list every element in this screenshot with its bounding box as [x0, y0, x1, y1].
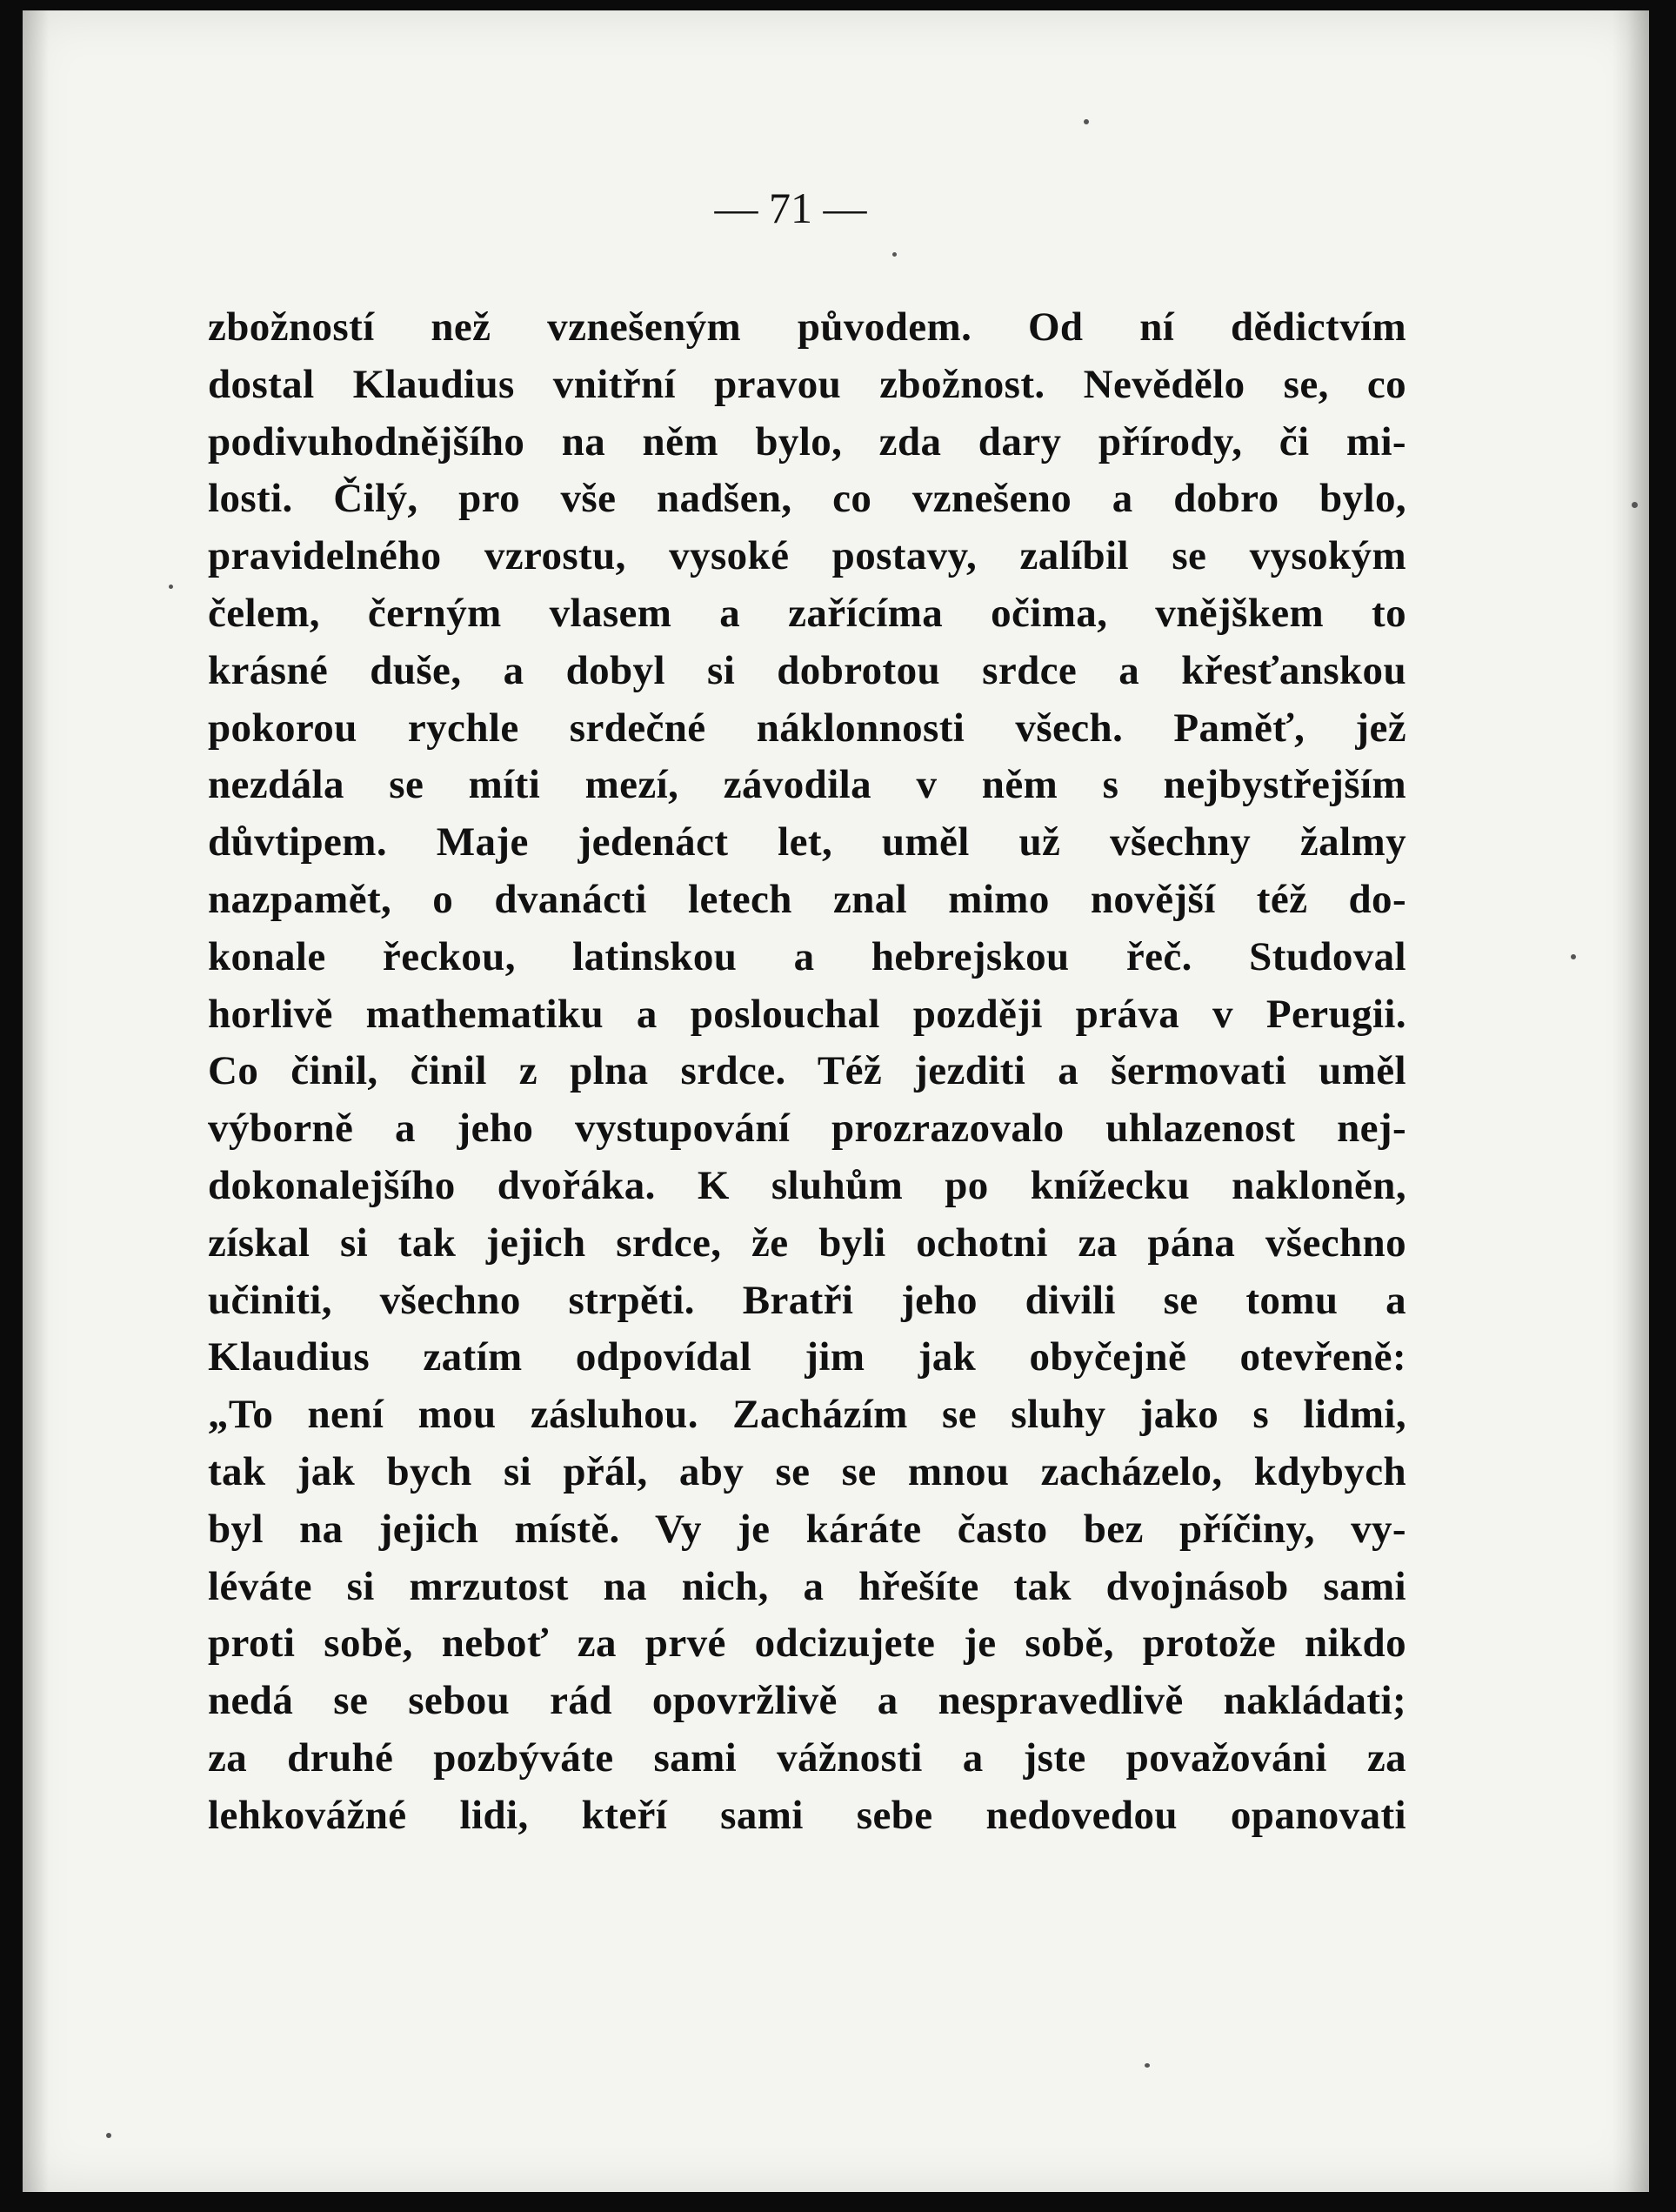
text-line: nazpamět, o dvanácti letech znal mimo novější též do- — [208, 876, 1406, 922]
text-line: „To není mou zásluhou. Zacházím se sluhy jako s lidmi, — [208, 1392, 1406, 1438]
text-line: výborně a jeho vystupování prozrazovalo uhlazenost nej- — [208, 1106, 1406, 1152]
book-page — [23, 10, 1649, 2192]
text-line: horlivě mathematiku a poslouchal později práva v Perugii. — [208, 991, 1406, 1037]
text-line: za druhé pozbýváte sami vážnosti a jste považováni za — [208, 1734, 1406, 1781]
text-line: zbožností než vznešeným původem. Od ní dědictvím — [208, 304, 1406, 350]
text-line: učiniti, všechno strpěti. Bratři jeho divili se tomu a — [208, 1277, 1406, 1323]
text-line: léváte si mrzutost na nich, a hřešíte tak dvojnásob sami — [208, 1563, 1406, 1609]
text-line: nezdála se míti mezí, závodila v něm s nejbystřejším — [208, 762, 1406, 808]
page-number: — 71 — — [714, 184, 867, 232]
text-line: čelem, černým vlasem a zařícíma očima, vnějškem to — [208, 590, 1406, 636]
text-line: Co činil, činil z plna srdce. Též jezditi a šermovati uměl — [208, 1048, 1406, 1094]
scan-speck — [1084, 119, 1089, 124]
scan-speck — [106, 2133, 111, 2138]
text-line: dokonalejšího dvořáka. K sluhům po knížecku nakloněn, — [208, 1162, 1406, 1208]
scan-speck — [892, 252, 897, 257]
page-left-shadow — [23, 10, 49, 2192]
text-line: krásné duše, a dobyl si dobrotou srdce a křesťanskou — [208, 647, 1406, 693]
text-line: důvtipem. Maje jedenáct let, uměl už všechny žalmy — [208, 819, 1406, 865]
text-line: nedá se sebou rád opovržlivě a nespravedlivě nakládati; — [208, 1678, 1406, 1724]
text-line: pokorou rychle srdečné náklonnosti všech. Paměť, jež — [208, 705, 1406, 751]
scan-speck — [1632, 502, 1638, 508]
text-line: tak jak bych si přál, aby se se mnou zacházelo, kdybych — [208, 1448, 1406, 1494]
text-line: pravidelného vzrostu, vysoké postavy, zalíbil se vysokým — [208, 533, 1406, 579]
text-line: proti sobě, neboť za prvé odcizujete je sobě, protože nikdo — [208, 1621, 1406, 1667]
text-line: byl na jejich místě. Vy je káráte často bez příčiny, vy- — [208, 1506, 1406, 1552]
text-line: lehkovážné lidi, kteří sami sebe nedovedou opanovati — [208, 1792, 1406, 1838]
scan-speck — [169, 585, 173, 589]
text-line: dostal Klaudius vnitřní pravou zbožnost. Nevědělo se, co — [208, 361, 1406, 407]
body-text — [208, 299, 1406, 1845]
text-line: podivuhodnějšího na něm bylo, zda dary přírody, či mi- — [208, 418, 1406, 464]
text-line: získal si tak jejich srdce, že byli ochotni za pána všechno — [208, 1220, 1406, 1266]
scan-speck — [1571, 954, 1576, 959]
page-right-shadow — [1613, 10, 1649, 2192]
text-line: losti. Čilý, pro vše nadšen, co vznešeno a dobro bylo, — [208, 476, 1406, 522]
scan-speck — [1145, 2063, 1150, 2068]
text-line: konale řeckou, latinskou a hebrejskou řeč. Studoval — [208, 933, 1406, 979]
text-line: Klaudius zatím odpovídal jim jak obyčejně otevřeně: — [208, 1334, 1406, 1380]
